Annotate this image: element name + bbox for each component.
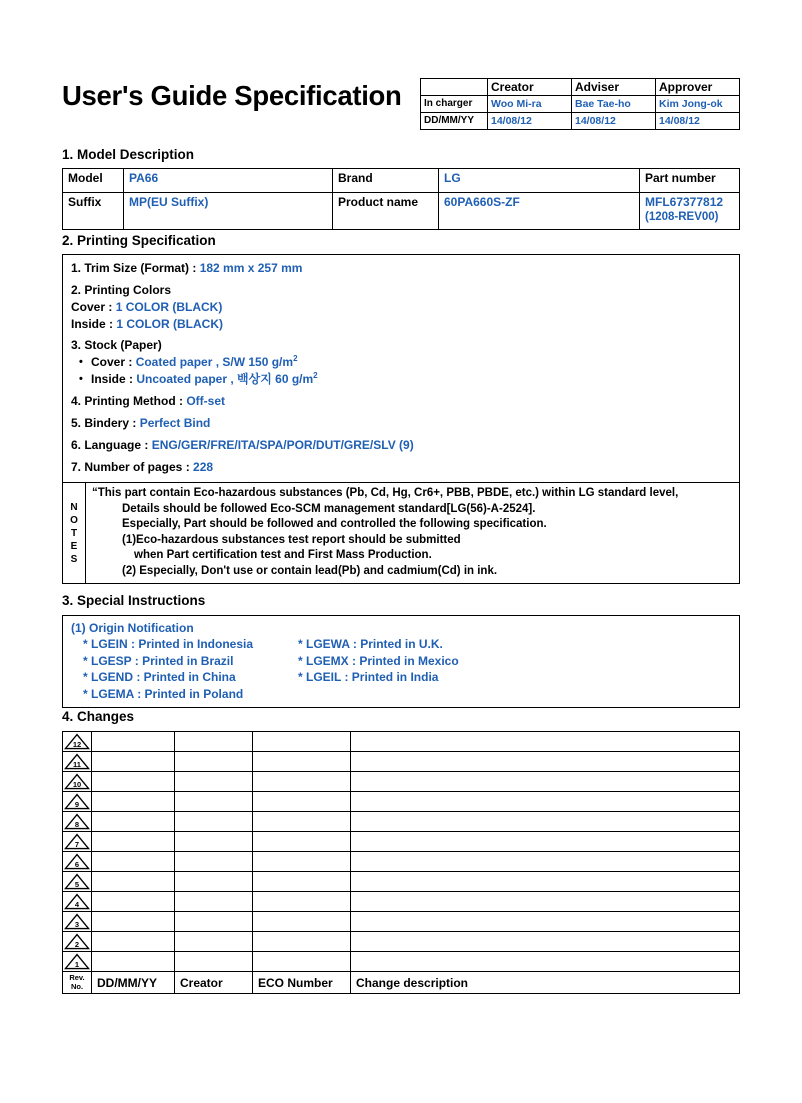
- svg-text:11: 11: [73, 760, 81, 769]
- warning-triangle-icon: [64, 953, 90, 970]
- table-row: [63, 892, 740, 912]
- change-creator-cell: [175, 812, 253, 832]
- suffix-label: Suffix: [63, 193, 124, 230]
- spec-number-of-pages: [63, 455, 739, 477]
- change-eco-cell: [253, 752, 351, 772]
- spec-stock-inside-label: Inside :: [91, 372, 137, 386]
- spec-cover-color-label: Cover :: [71, 300, 116, 314]
- change-creator-cell: [175, 752, 253, 772]
- table-row: [63, 752, 740, 772]
- spec-printing-method-label: 4. Printing Method :: [71, 394, 187, 408]
- origin-row: [63, 669, 739, 686]
- document-header: [62, 72, 740, 134]
- change-date-cell: [92, 792, 175, 812]
- spec-stock-cover-value: Coated paper , S/W 150 g/m: [135, 355, 294, 369]
- special-instructions-box: [62, 615, 740, 708]
- changes-header-description: Change description: [351, 972, 740, 994]
- notes-body: [86, 483, 740, 584]
- change-description-cell: [351, 812, 740, 832]
- approval-adviser-name: Bae Tae-ho: [572, 96, 656, 113]
- notes-line-6: (2) Especially, Don't use or contain lead(Pb) and cadmium(Cd) in ink.: [122, 564, 498, 577]
- spec-stock-inside-superscript: 2: [313, 371, 318, 380]
- table-row: [63, 812, 740, 832]
- section-heading-printing: 2. Printing Specification: [62, 233, 216, 248]
- svg-text:5: 5: [74, 880, 80, 889]
- product-name-value: 60PA660S-ZF: [439, 193, 640, 230]
- origin-lgesp: * LGESP : Printed in Brazil: [83, 653, 234, 668]
- origin-lgema: * LGEMA : Printed in Poland: [83, 686, 244, 701]
- change-eco-cell: [253, 932, 351, 952]
- notes-letter-t: T: [70, 527, 78, 539]
- change-description-cell: [351, 892, 740, 912]
- approval-header-row: [421, 79, 740, 96]
- approval-col-adviser: Adviser: [572, 79, 656, 96]
- change-creator-cell: [175, 952, 253, 972]
- approval-row-in-charger: [421, 96, 740, 113]
- change-creator-cell: [175, 852, 253, 872]
- spec-stock-inside: [63, 371, 739, 388]
- notes-letter-s: S: [70, 553, 78, 565]
- spec-printing-method: [63, 388, 739, 411]
- change-creator-cell: [175, 732, 253, 752]
- change-creator-cell: [175, 892, 253, 912]
- changes-footer-row: [63, 972, 740, 994]
- table-row: [63, 952, 740, 972]
- spec-cover-color: [63, 299, 739, 316]
- revision-marker-cell: [63, 752, 92, 772]
- warning-triangle-icon: [64, 733, 90, 750]
- changes-header-creator: Creator: [175, 972, 253, 994]
- model-description-table: [62, 168, 740, 230]
- table-row: [63, 772, 740, 792]
- revision-marker-cell: [63, 912, 92, 932]
- spec-stock-cover-label: Cover :: [91, 355, 136, 369]
- change-description-cell: [351, 752, 740, 772]
- change-description-cell: [351, 732, 740, 752]
- warning-triangle-icon: [64, 773, 90, 790]
- change-creator-cell: [175, 772, 253, 792]
- section-heading-changes: 4. Changes: [62, 709, 135, 724]
- spec-bindery-label: 5. Bindery :: [71, 416, 140, 430]
- origin-row: [63, 686, 739, 703]
- change-eco-cell: [253, 952, 351, 972]
- notes-letter-n: N: [70, 501, 78, 513]
- table-row: [63, 792, 740, 812]
- svg-text:9: 9: [74, 800, 80, 809]
- spec-language-value: ENG/GER/FRE/ITA/SPA/POR/DUT/GRE/SLV (9): [151, 438, 414, 452]
- spec-bindery: [63, 411, 739, 433]
- table-row: [63, 872, 740, 892]
- change-eco-cell: [253, 872, 351, 892]
- page-title: User's Guide Specification: [62, 80, 402, 111]
- origin-lgewa: * LGEWA : Printed in U.K.: [298, 637, 443, 651]
- spec-stock-inside-value: Uncoated paper , 백상지 60 g/m: [136, 372, 314, 386]
- table-row: [63, 732, 740, 752]
- part-number-revision: (1208-REV00): [645, 211, 719, 223]
- change-date-cell: [92, 812, 175, 832]
- change-eco-cell: [253, 832, 351, 852]
- warning-triangle-icon: [64, 753, 90, 770]
- spec-trim-size-label: 1. Trim Size (Format) :: [71, 261, 200, 275]
- notes-line-2: Details should be followed Eco-SCM management standard[LG(56)-A-2524].: [122, 502, 536, 515]
- brand-value: LG: [439, 169, 640, 193]
- spec-bindery-value: Perfect Bind: [139, 416, 211, 430]
- origin-lgend: * LGEND : Printed in China: [83, 670, 236, 684]
- change-creator-cell: [175, 932, 253, 952]
- revision-marker-cell: [63, 892, 92, 912]
- notes-line-3: Especially, Part should be followed and controlled the following specification.: [122, 518, 547, 530]
- table-row: [63, 193, 740, 230]
- notes-table: [62, 482, 740, 584]
- section-heading-model: 1. Model Description: [62, 147, 195, 162]
- change-description-cell: [351, 852, 740, 872]
- warning-triangle-icon: [64, 853, 90, 870]
- part-number-value: [640, 193, 740, 230]
- change-eco-cell: [253, 852, 351, 872]
- brand-label: Brand: [333, 169, 439, 193]
- origin-row: [63, 636, 739, 653]
- warning-triangle-icon: [64, 793, 90, 810]
- origin-lgeil: * LGEIL : Printed in India: [298, 670, 439, 684]
- spec-printing-method-value: Off-set: [186, 394, 225, 408]
- svg-text:12: 12: [72, 740, 82, 749]
- product-name-label: Product name: [333, 193, 439, 230]
- spec-trim-size: [63, 259, 739, 278]
- approval-adviser-date: 14/08/12: [572, 113, 656, 130]
- table-row: [63, 169, 740, 193]
- revision-marker-cell: [63, 732, 92, 752]
- spec-cover-color-value: 1 COLOR (BLACK): [115, 300, 223, 314]
- spec-printing-colors-label: 2. Printing Colors: [71, 283, 172, 297]
- svg-text:7: 7: [74, 840, 80, 849]
- revision-marker-cell: [63, 852, 92, 872]
- change-eco-cell: [253, 892, 351, 912]
- svg-text:8: 8: [74, 820, 80, 829]
- spec-stock-label: 3. Stock (Paper): [71, 338, 162, 352]
- revision-marker-cell: [63, 872, 92, 892]
- approval-approver-date: 14/08/12: [656, 113, 740, 130]
- approval-approver-name: Kim Jong-ok: [656, 96, 740, 113]
- approval-corner-cell: [421, 79, 488, 96]
- table-row: [63, 852, 740, 872]
- revision-marker-cell: [63, 772, 92, 792]
- change-description-cell: [351, 952, 740, 972]
- change-date-cell: [92, 872, 175, 892]
- section-heading-special: 3. Special Instructions: [62, 593, 206, 608]
- revision-marker-cell: [63, 952, 92, 972]
- svg-text:6: 6: [74, 860, 80, 869]
- part-number-main: MFL67377812: [645, 195, 724, 209]
- section-printing-specification: [62, 233, 740, 584]
- table-row: [63, 932, 740, 952]
- change-description-cell: [351, 792, 740, 812]
- change-date-cell: [92, 952, 175, 972]
- revision-marker-cell: [63, 832, 92, 852]
- spec-inside-color: [63, 316, 739, 333]
- spec-stock-cover: [63, 354, 739, 371]
- change-eco-cell: [253, 912, 351, 932]
- change-eco-cell: [253, 732, 351, 752]
- notes-line-4: (1)Eco-hazardous substances test report should be submitted: [122, 533, 461, 546]
- revision-marker-cell: [63, 792, 92, 812]
- origin-lgemx: * LGEMX : Printed in Mexico: [298, 653, 459, 668]
- spec-pages-label: 7. Number of pages :: [71, 460, 194, 474]
- notes-line-1: “This part contain Eco-hazardous substances (Pb, Cd, Hg, Cr6+, PBB, PBDE, etc.) within LG standard level,: [92, 487, 679, 499]
- change-description-cell: [351, 772, 740, 792]
- spec-pages-value: 228: [193, 460, 214, 474]
- change-creator-cell: [175, 912, 253, 932]
- change-eco-cell: [253, 792, 351, 812]
- svg-text:1: 1: [74, 960, 80, 969]
- change-eco-cell: [253, 772, 351, 792]
- change-eco-cell: [253, 812, 351, 832]
- printing-spec-box: [62, 254, 740, 483]
- spec-inside-color-value: 1 COLOR (BLACK): [116, 317, 224, 331]
- warning-triangle-icon: [64, 913, 90, 930]
- change-creator-cell: [175, 872, 253, 892]
- change-date-cell: [92, 832, 175, 852]
- revision-marker-cell: [63, 932, 92, 952]
- svg-text:4: 4: [74, 900, 80, 909]
- origin-lgein: * LGEIN : Printed in Indonesia: [83, 637, 254, 651]
- spec-trim-size-value: 182 mm x 257 mm: [199, 261, 303, 275]
- changes-table: [62, 731, 740, 994]
- origin-notification-title: (1) Origin Notification: [71, 621, 194, 635]
- notes-letter-o: O: [70, 514, 78, 526]
- change-description-cell: [351, 912, 740, 932]
- table-row: [63, 832, 740, 852]
- warning-triangle-icon: [64, 833, 90, 850]
- approval-signature-table: [420, 78, 740, 130]
- table-row: [63, 483, 740, 584]
- change-date-cell: [92, 772, 175, 792]
- warning-triangle-icon: [64, 813, 90, 830]
- change-date-cell: [92, 852, 175, 872]
- section-model-description: [62, 147, 740, 230]
- warning-triangle-icon: [64, 873, 90, 890]
- spec-language-label: 6. Language :: [71, 438, 152, 452]
- revision-marker-cell: [63, 812, 92, 832]
- change-description-cell: [351, 832, 740, 852]
- changes-header-date: DD/MM/YY: [92, 972, 175, 994]
- spec-inside-color-label: Inside :: [71, 317, 117, 331]
- warning-triangle-icon: [64, 893, 90, 910]
- change-creator-cell: [175, 832, 253, 852]
- section-special-instructions: [62, 593, 740, 708]
- notes-line-5: when Part certification test and First Mass Production.: [134, 549, 432, 561]
- approval-col-approver: Approver: [656, 79, 740, 96]
- approval-row-label-in-charger: In charger: [421, 96, 488, 113]
- origin-row: [63, 653, 739, 670]
- change-date-cell: [92, 932, 175, 952]
- approval-row-date: [421, 113, 740, 130]
- change-date-cell: [92, 732, 175, 752]
- warning-triangle-icon: [64, 933, 90, 950]
- svg-text:3: 3: [74, 920, 80, 929]
- changes-header-rev-no: [63, 972, 92, 994]
- approval-creator-name: Woo Mi-ra: [488, 96, 572, 113]
- model-label: Model: [63, 169, 124, 193]
- approval-col-creator: Creator: [488, 79, 572, 96]
- approval-creator-date: 14/08/12: [488, 113, 572, 130]
- svg-text:10: 10: [72, 780, 82, 789]
- svg-text:2: 2: [74, 940, 80, 949]
- suffix-value: MP(EU Suffix): [124, 193, 333, 230]
- rev-no-label: Rev. No.: [69, 973, 85, 991]
- section-changes: [62, 709, 740, 994]
- part-number-label: Part number: [640, 169, 740, 193]
- notes-letter-e: E: [70, 540, 78, 552]
- change-date-cell: [92, 892, 175, 912]
- spec-stock-cover-superscript: 2: [293, 354, 298, 363]
- change-date-cell: [92, 912, 175, 932]
- table-row: [63, 912, 740, 932]
- approval-row-label-date: DD/MM/YY: [421, 113, 488, 130]
- change-description-cell: [351, 872, 740, 892]
- spec-language: [63, 433, 739, 455]
- model-value: PA66: [124, 169, 333, 193]
- change-creator-cell: [175, 792, 253, 812]
- change-description-cell: [351, 932, 740, 952]
- change-date-cell: [92, 752, 175, 772]
- changes-header-eco: ECO Number: [253, 972, 351, 994]
- notes-vertical-label: [63, 483, 86, 584]
